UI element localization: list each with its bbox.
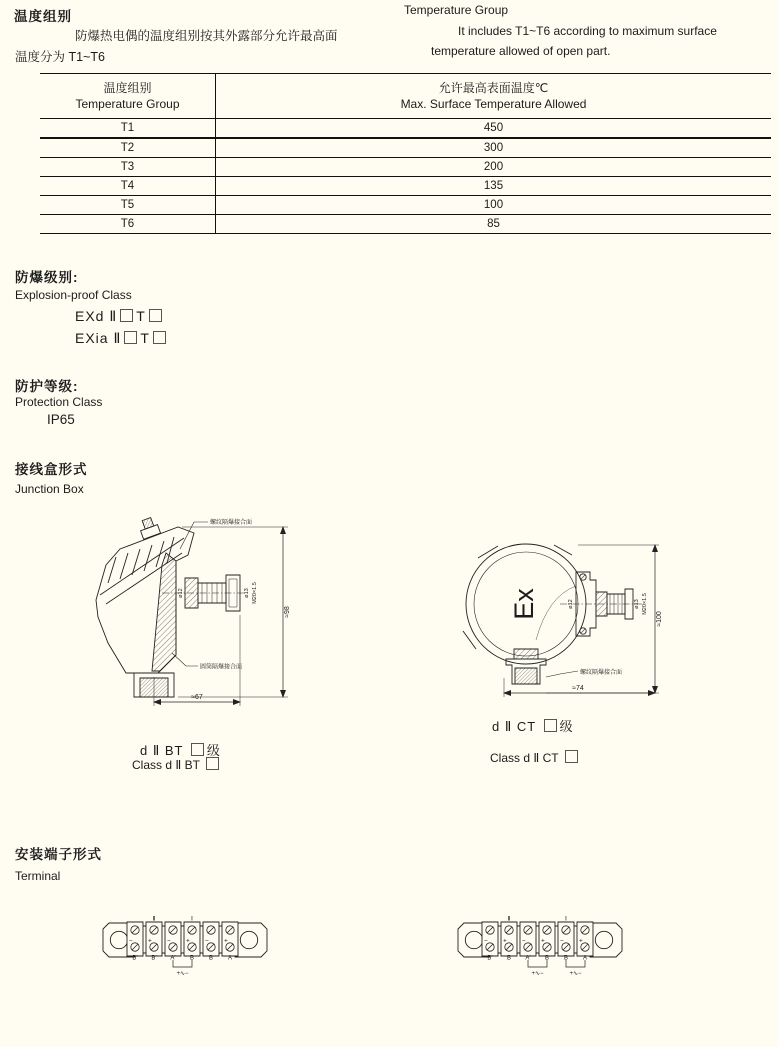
terminal-circuit-mark-2: Ⅱ	[152, 915, 156, 923]
table-row: T2 300	[40, 139, 771, 158]
junction-left-checkbox	[191, 743, 204, 756]
exia-t: T	[140, 330, 150, 346]
junction-right-caption-en: Class d Ⅱ CT	[490, 750, 581, 765]
polarity-sign: +	[148, 937, 152, 945]
col2-header-zh: 允许最高表面温度℃	[438, 81, 549, 95]
protection-heading-zh: 防护等级:	[15, 379, 79, 394]
temp-group-body-en-line2: temperature allowed of open part.	[431, 44, 611, 58]
left-drawing-dim-height: ≈98	[284, 606, 291, 618]
explosion-line-exd	[75, 308, 165, 325]
table-row: T1 450	[40, 119, 771, 139]
col1-header-en: Temperature Group	[75, 97, 180, 111]
terminal-label: A	[582, 955, 588, 962]
terminal-heading-en: Terminal	[15, 869, 61, 883]
polarity-sign: −	[484, 937, 488, 945]
right-drawing-note: 螺纹隔爆接合面	[580, 670, 623, 676]
polarity-sign: −	[167, 937, 171, 945]
temp-group-heading-zh: 温度组别	[14, 9, 72, 24]
exia-code: EXia	[75, 330, 109, 346]
right-drawing-thread: M20×1.5	[642, 593, 648, 615]
jumper-polarity: +∿−	[531, 971, 544, 977]
exd-group-checkbox	[120, 309, 133, 322]
terminal-label: A′	[170, 955, 176, 962]
polarity-sign: −	[560, 937, 564, 945]
exia-group-checkbox	[124, 331, 137, 344]
terminal-label: B	[189, 955, 195, 962]
protection-heading-en: Protection Class	[15, 395, 103, 409]
junction-box-drawing-angled	[82, 505, 322, 715]
polarity-sign: +	[186, 937, 190, 945]
exd-code: EXd	[75, 308, 105, 324]
col2-header-en: Max. Surface Temperature Allowed	[400, 97, 587, 111]
junction-left-checkbox-en	[206, 757, 219, 770]
terminal-block-drawing-right	[450, 897, 630, 985]
terminal-circuit-mark-1: Ⅰ	[191, 915, 193, 923]
table-row: T6 85	[40, 215, 771, 234]
junction-heading-zh: 接线盒形式	[15, 462, 88, 477]
table-row: T5 100	[40, 196, 771, 215]
right-drawing-dia-big: ⌀13	[634, 599, 640, 609]
table-row: T4 135	[40, 177, 771, 196]
terminal-label: B	[208, 955, 214, 962]
terminal-label: B	[563, 955, 569, 962]
polarity-sign: −	[205, 937, 209, 945]
polarity-sign: −	[129, 937, 133, 945]
terminal-heading-zh: 安装端子形式	[15, 847, 102, 862]
exia-roman: Ⅱ	[113, 330, 122, 346]
junction-left-caption-zh: d Ⅱ BT 级	[140, 743, 221, 758]
terminal-label: B	[544, 955, 550, 962]
exd-t: T	[136, 308, 146, 324]
terminal-circuit-mark-1: Ⅰ	[565, 915, 567, 923]
terminal-label: B′	[487, 955, 493, 962]
junction-right-checkbox	[544, 719, 557, 732]
junction-right-checkbox-en	[565, 750, 578, 763]
junction-left-caption-en: Class d Ⅱ BT	[132, 757, 222, 772]
polarity-sign: −	[522, 937, 526, 945]
col1-header-zh: 温度组别	[103, 81, 152, 95]
polarity-sign: +	[541, 937, 545, 945]
terminal-label: A′	[525, 955, 531, 962]
exd-t-checkbox	[149, 309, 162, 322]
junction-right-caption-zh: d Ⅱ CT 级	[492, 719, 574, 734]
left-drawing-dia-small: ⌀12	[178, 588, 184, 598]
temperature-table	[40, 73, 771, 234]
exia-t-checkbox	[153, 331, 166, 344]
left-drawing-thread: M20×1.5	[252, 582, 258, 604]
right-drawing-dim-width: ≈74	[572, 685, 584, 692]
junction-heading-en: Junction Box	[15, 482, 84, 496]
polarity-sign: +	[579, 937, 583, 945]
protection-value: IP65	[47, 412, 75, 427]
left-drawing-note-bottom: 圆筒隔爆接合面	[200, 664, 243, 671]
left-drawing-dim-width: ≈67	[191, 694, 203, 701]
ex-marking: Ex	[509, 588, 540, 620]
explosion-line-exia	[75, 330, 169, 347]
junction-box-drawing-round	[448, 528, 683, 713]
right-drawing-dia-small: ⌀12	[568, 599, 574, 609]
terminal-label: B	[506, 955, 512, 962]
exd-roman: Ⅱ	[109, 308, 118, 324]
polarity-sign: +	[224, 937, 228, 945]
left-drawing-dia-big: ⌀13	[244, 588, 250, 598]
temp-group-body-zh-line1: 防爆热电偶的温度组别按其外露部分允许最高面	[75, 29, 338, 43]
terminal-label: B′	[151, 955, 157, 962]
right-drawing-dim-height: ≈100	[656, 611, 663, 627]
temperature-table-header	[40, 74, 771, 119]
terminal-block-drawing-left	[95, 897, 275, 985]
jumper-polarity: +∿−	[176, 971, 189, 977]
left-drawing-note-top: 螺纹隔爆接合面	[210, 520, 253, 526]
temp-group-body-en-line1: It includes T1~T6 according to maximum surface	[458, 24, 717, 38]
temp-group-heading-en: Temperature Group	[404, 3, 509, 17]
terminal-label: B′	[132, 955, 138, 962]
polarity-sign: +	[503, 937, 507, 945]
explosion-heading-en: Explosion-proof Class	[15, 288, 132, 302]
terminal-circuit-mark-2: Ⅱ	[507, 915, 511, 923]
terminal-label: A	[227, 955, 233, 962]
temp-group-body-zh-line2: 温度分为 T1~T6	[15, 50, 105, 64]
jumper-polarity: +∿−	[569, 971, 582, 977]
explosion-heading-zh: 防爆级别:	[15, 270, 79, 285]
table-row: T3 200	[40, 158, 771, 177]
